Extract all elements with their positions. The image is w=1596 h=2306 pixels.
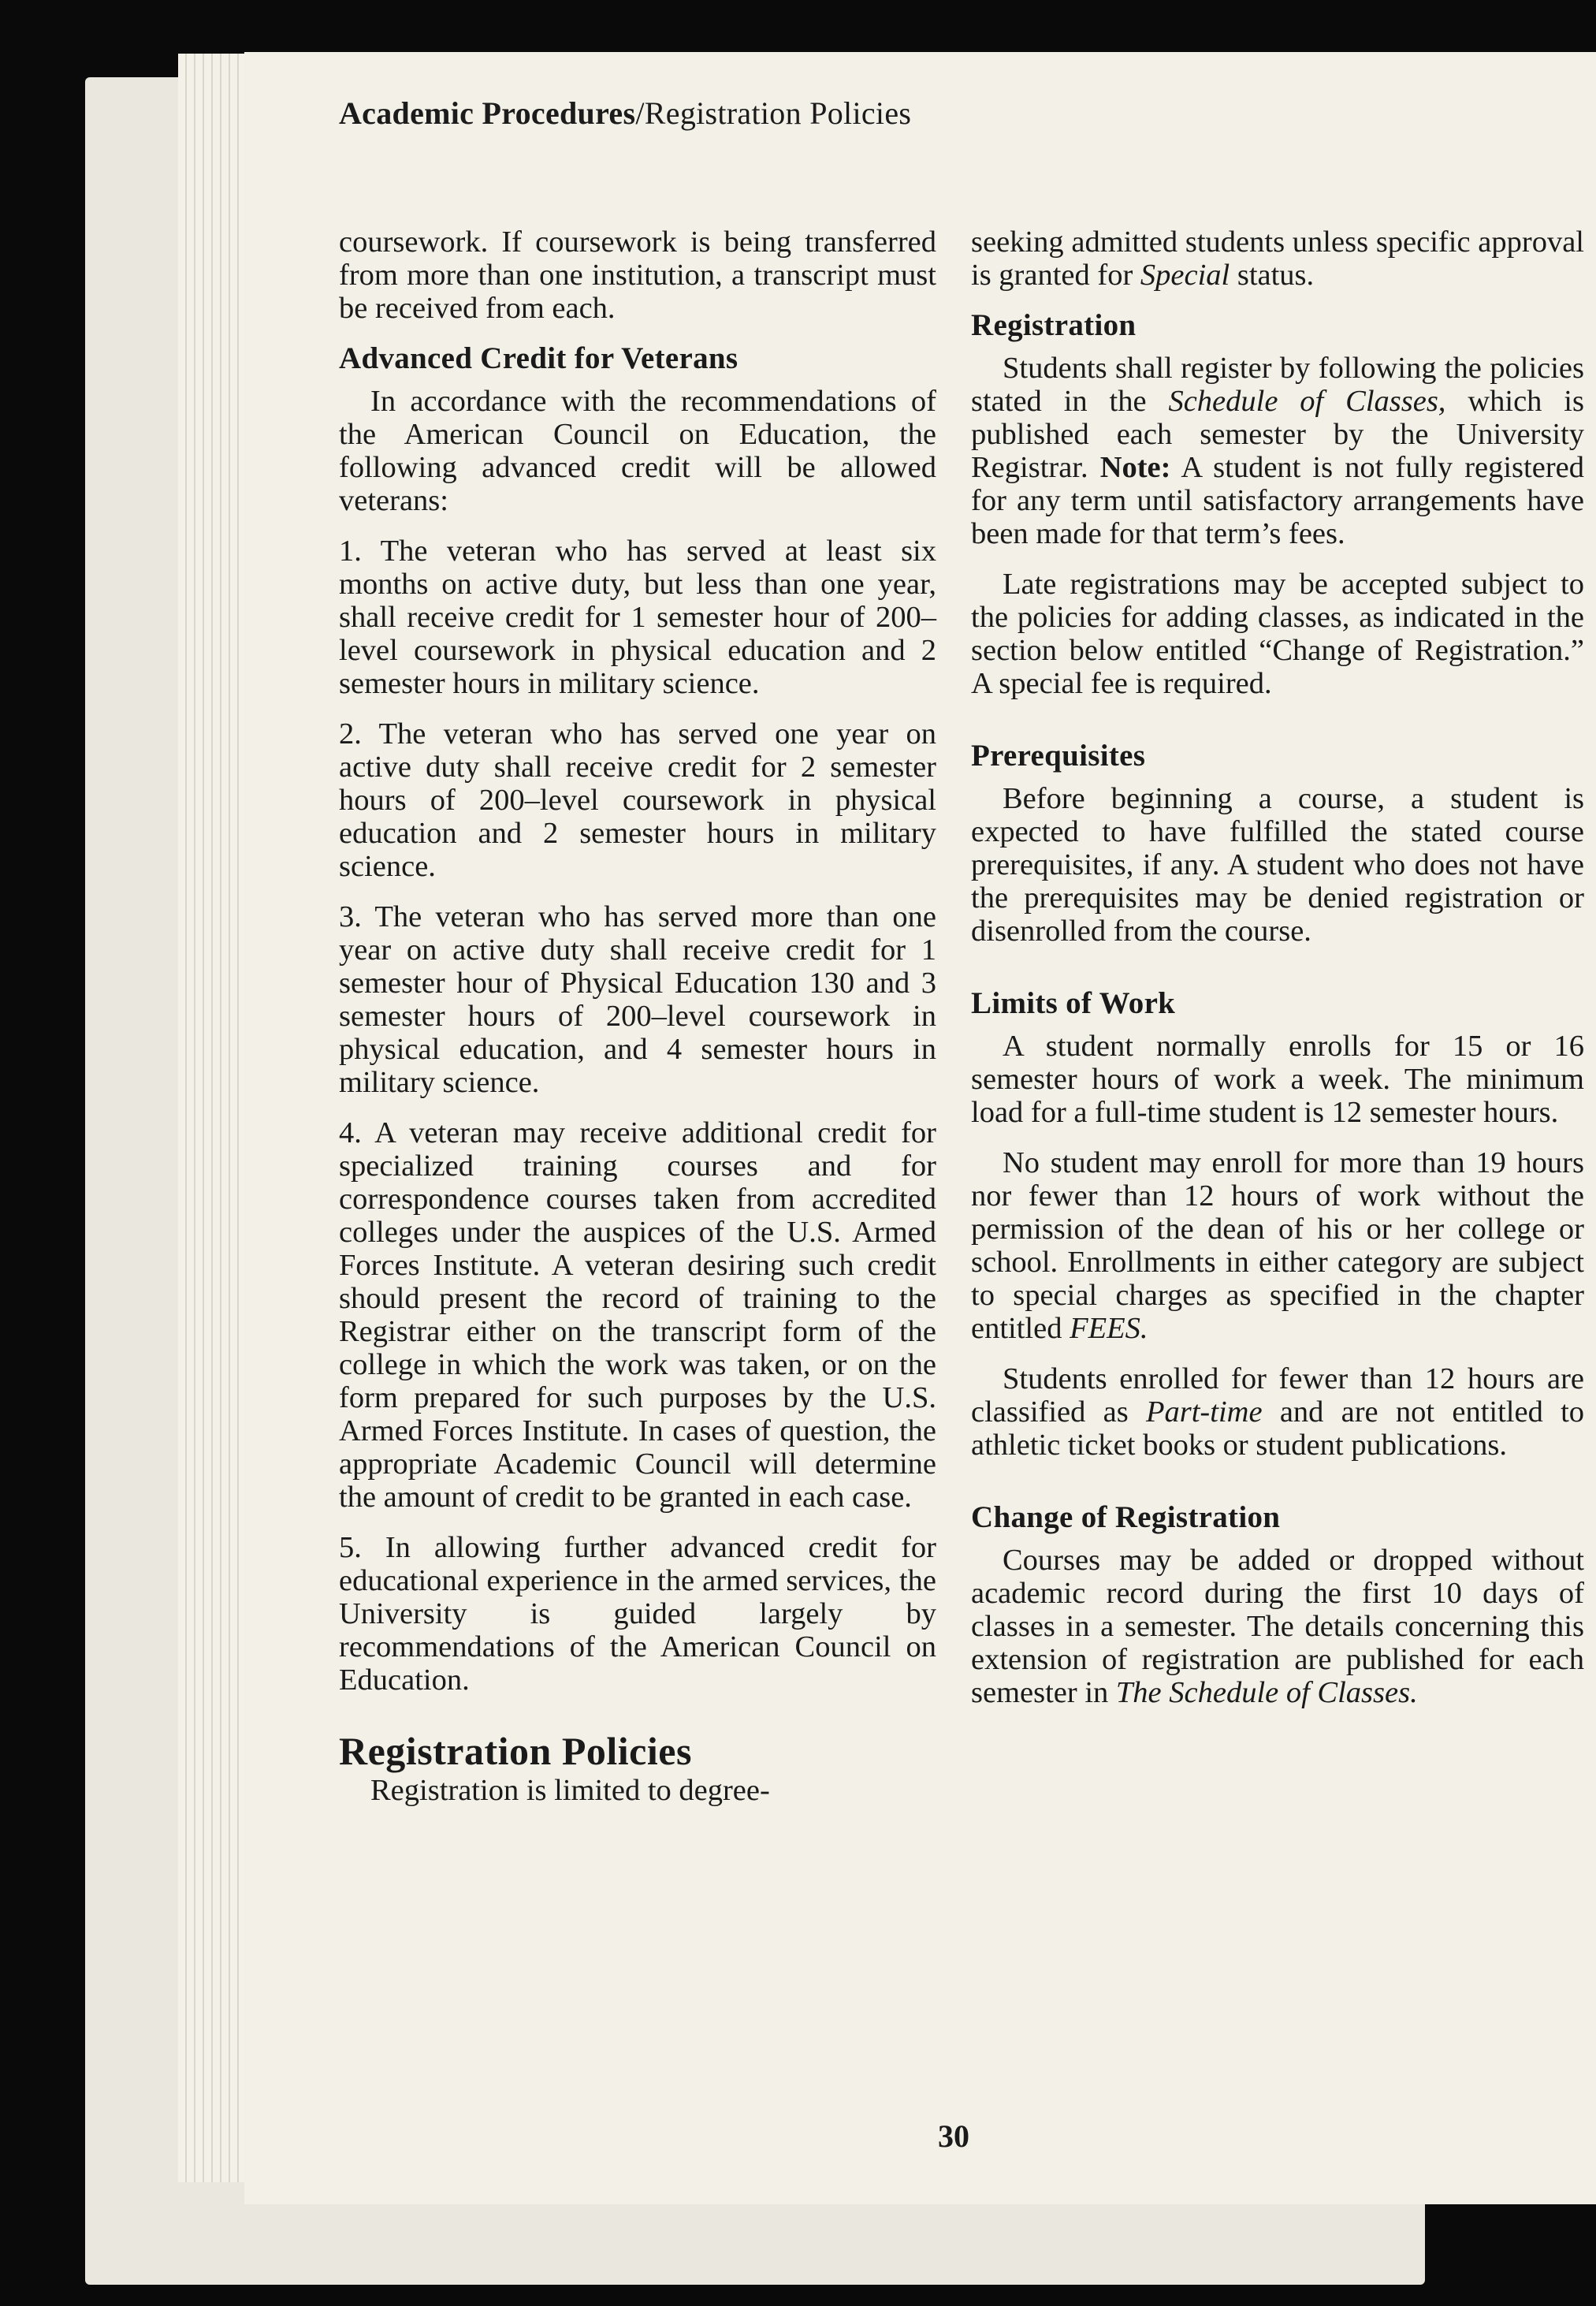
veterans-item-3: 3. The veteran who has served more than one year on active duty shall receive credit for 1 semester hour of Physical Education 130 and 3 semester hours of 200–level coursework in physical education, and 4 semester hours in military science. [339,900,936,1099]
continued-paragraph: coursework. If coursework is being transferred from more than one institution, a transcript must be received from each. [339,225,936,325]
header-subsection: Registration Policies [644,95,912,131]
continued-text-b: status. [1237,259,1315,292]
registration-policies-text: Registration is limited to degree- [370,1774,770,1807]
limits-paragraph-1: A student normally enrolls for 15 or 16 semester hours of work a week. The minimum load for a full-time student is 12 semester hours. [971,1030,1584,1129]
note-label: Note: [1099,451,1171,484]
header-section: Academic Procedures [339,95,636,131]
parttime-text-a: Students enrolled for fewer than 12 hours are classified as [971,1362,1584,1429]
change-text-a: Courses may be added or dropped without academic record during the first 10 days of classes in a semester. The details concerning this extension of registration are published for each semester in [971,1544,1584,1709]
veterans-intro: In accordance with the recommendations of the American Council on Education, the following advanced credit will be allowed veterans: [339,385,936,517]
header-separator: / [635,95,645,131]
prerequisites-paragraph: Before beginning a course, a student is expected to have fulfilled the stated course prerequisites, if any. A student who does not have the prerequisites may be denied registration or disenrolled from the course. [971,782,1584,948]
running-header [339,95,1442,132]
parttime-text-b: and are not entitled to athletic ticket books or student publications. [971,1395,1585,1462]
veterans-heading: Advanced Credit for Veterans [339,341,738,375]
limits-text-a: No student may enroll for more than 19 hours nor fewer than 12 hours of work without the permission of the dean of his or her college or school. Enrollments in either category are subject to special charges as specified in the chapter entitled [971,1146,1584,1345]
schedule-of-classes-title: Schedule of Classes, [1168,385,1446,418]
parttime-term: Part-time [1145,1395,1263,1429]
special-status-term: Special [1140,259,1230,292]
page-number: 30 [938,2118,969,2154]
registration-text-b: which is published each semester by the University Registrar. [971,385,1584,484]
continued-text-a: seeking admitted students unless specific approval is granted for [971,225,1584,292]
note-text: A student is not fully registered for any term until satisfactory arrangements have been made for that term’s fees. [971,451,1584,550]
registration-text-a: Students shall register by following the policies stated in the [971,352,1584,418]
veterans-item-4: 4. A veteran may receive additional credit for specialized training courses and for correspondence courses taken from accredited colleges under the auspices of the U.S. Armed Forces Institute. A veteran desiring such credit should present the record of training to the Registrar either on the transcript form of the college in which the work was taken, or on the form prepared for such purposes by the U.S. Armed Forces Institute. In cases of question, the appropriate Academic Council will determine the amount of credit to be granted in each case. [339,1116,936,1514]
registration-policies-heading: Registration Policies [339,1729,692,1773]
veterans-item-2: 2. The veteran who has served one year on active duty shall receive credit for 2 semester hours of 200–level coursework in physical education and 2 semester hours in military science. [339,717,936,883]
right-column [971,225,1584,1727]
schedule-title-italic: The Schedule of Classes. [1115,1676,1418,1709]
fees-chapter-title: FEES. [1070,1312,1148,1345]
change-paragraph [971,1544,1584,1709]
prerequisites-heading: Prerequisites [971,739,1146,773]
veterans-item-1: 1. The veteran who has served at least six months on active duty, but less than one year, shall receive credit for 1 semester hour of 200–level coursework in physical education and 2 semester hours in military science. [339,535,936,700]
registration-paragraph [971,352,1584,550]
continued-status-paragraph [971,225,1584,292]
veterans-item-5: 5. In allowing further advanced credit for educational experience in the armed services, the University is guided largely by recommendations of the American Council on Education. [339,1531,936,1697]
registration-heading: Registration [971,308,1137,342]
limits-heading: Limits of Work [971,986,1176,1020]
limits-paragraph-2 [971,1146,1584,1345]
late-registration-paragraph: Late registrations may be accepted subject to the policies for adding classes, as indicated in the section below entitled “Change of Registration.” A special fee is required. [971,568,1584,700]
left-column [339,225,936,1824]
limits-paragraph-3 [971,1362,1584,1462]
change-heading: Change of Registration [971,1500,1281,1534]
